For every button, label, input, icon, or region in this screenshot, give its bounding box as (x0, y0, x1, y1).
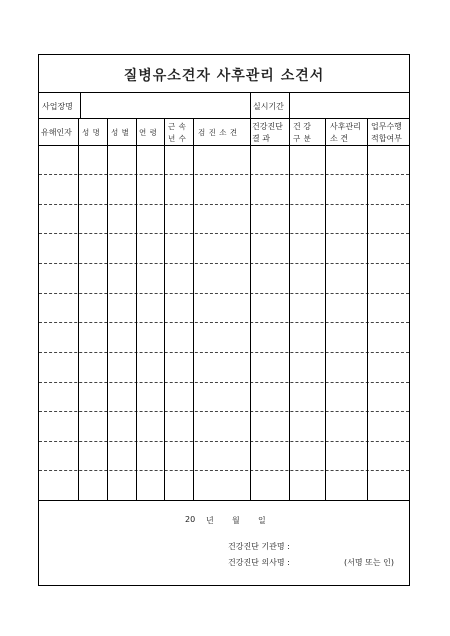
header-hazard: 유해인자 (41, 128, 72, 137)
row-separator (39, 382, 409, 383)
column-divider (193, 118, 194, 500)
period-left-divider (250, 92, 251, 118)
date-month: 월 (232, 516, 240, 525)
date-year-unit: 년 (206, 516, 214, 525)
column-divider (289, 118, 290, 500)
header-result-top: 건강진단 (252, 122, 283, 131)
date-day: 일 (258, 516, 266, 525)
header-result-bottom: 결 과 (252, 134, 270, 143)
header-name: 성 명 (82, 128, 101, 137)
row-separator (39, 293, 409, 294)
header-tenure-bottom: 년 수 (168, 134, 187, 143)
header-mgmt-top: 사후관리 (330, 122, 361, 131)
form-title: 질병유소견자 사후관리 소견서 (123, 68, 325, 84)
header-row-divider (39, 145, 409, 146)
workplace-label: 사업장명 (42, 102, 73, 111)
column-divider (107, 118, 108, 500)
column-divider (250, 118, 251, 500)
row-separator (39, 233, 409, 234)
header-fit-bottom: 적합여부 (371, 134, 402, 143)
header-class-bottom: 구 분 (293, 134, 312, 143)
workplace-label-divider (80, 92, 81, 118)
header-mgmt-bottom: 소 견 (330, 134, 348, 143)
period-label: 실시기간 (253, 102, 284, 111)
row-separator (39, 470, 409, 471)
column-divider (325, 118, 326, 500)
doctor-label: 건강진단 의사명 : (228, 558, 290, 567)
header-class-top: 건 강 (293, 122, 311, 131)
header-findings: 검 진 소 견 (198, 128, 238, 137)
row-separator (39, 263, 409, 264)
header-sex: 성 별 (111, 128, 130, 137)
column-divider (367, 118, 368, 500)
row-separator (39, 411, 409, 412)
row-separator (39, 441, 409, 442)
row-separator (39, 174, 409, 175)
institution-label: 건강진단 기관명 : (228, 542, 290, 551)
assessment-form (38, 54, 410, 586)
header-tenure-top: 근 속 (168, 122, 187, 131)
row-separator (39, 322, 409, 323)
column-divider (78, 118, 79, 500)
header-age: 연 령 (139, 128, 158, 137)
table-bottom-divider (39, 500, 409, 501)
row-separator (39, 204, 409, 205)
date-year: 20 (185, 515, 196, 524)
title-divider (39, 92, 409, 93)
column-divider (136, 118, 137, 500)
period-label-divider (289, 92, 290, 118)
header-fit-top: 업무수행 (371, 122, 402, 131)
workplace-row-divider (39, 118, 409, 119)
signature-note: (서명 또는 인) (344, 558, 394, 567)
row-separator (39, 352, 409, 353)
column-divider (164, 118, 165, 500)
